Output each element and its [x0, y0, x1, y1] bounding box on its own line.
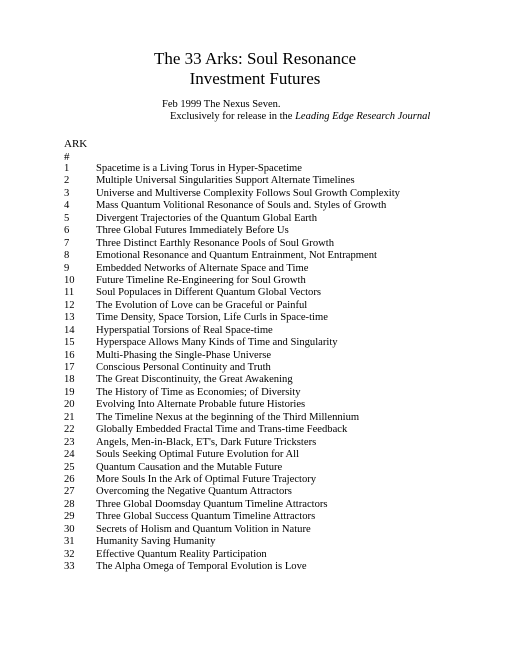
ark-title: Embedded Networks of Alternate Space and Time [96, 262, 309, 274]
ark-title: Hyperspatial Torsions of Real Space-time [96, 324, 273, 336]
list-item [64, 325, 400, 337]
ark-number: 4 [64, 200, 70, 212]
journal-name: Leading Edge Research Journal [295, 111, 431, 122]
list-item [64, 524, 400, 536]
ark-number: 16 [64, 349, 75, 361]
list-item [64, 287, 400, 299]
list-item [64, 362, 400, 374]
ark-title: Quantum Causation and the Mutable Future [96, 461, 283, 473]
document-title-line-1: The 33 Arks: Soul Resonance [153, 49, 357, 68]
ark-title: The Alpha Omega of Temporal Evolution is Love [96, 561, 307, 572]
ark-title: The History of Time as Economies; of Diversity [96, 386, 301, 398]
ark-title: Overcoming the Negative Quantum Attractors [96, 486, 292, 498]
ark-number: 9 [64, 262, 70, 274]
ark-number: 20 [64, 399, 75, 411]
ark-title: Soul Populaces in Different Quantum Global Vectors [96, 287, 321, 299]
ark-number: 1 [64, 163, 70, 174]
ark-title: Secrets of Holism and Quantum Volition in Nature [96, 523, 311, 535]
ark-title: Effective Quantum Reality Participation [96, 548, 267, 560]
ark-number: 22 [64, 424, 75, 436]
ark-title: Three Global Doomsday Quantum Timeline Attractors [96, 498, 328, 510]
ark-number: 13 [64, 312, 75, 324]
ark-title: Mass Quantum Volitional Resonance of Souls and. Styles of Growth [96, 200, 387, 212]
ark-number: 28 [64, 498, 75, 510]
ark-number: 18 [64, 374, 75, 386]
list-item [64, 350, 400, 362]
list-item [64, 175, 400, 187]
ark-number: 30 [64, 523, 75, 535]
ark-number: 23 [64, 436, 75, 448]
ark-title: Three Global Futures Immediately Before Us [96, 225, 289, 237]
ark-number: 21 [64, 411, 75, 423]
ark-title: Conscious Personal Continuity and Truth [96, 362, 271, 373]
list-item [64, 536, 400, 548]
list-item [64, 188, 400, 200]
list-item [64, 437, 400, 449]
ark-title: Hyperspace Allows Many Kinds of Time and Singularity [96, 337, 338, 349]
list-item [64, 263, 400, 275]
list-item [64, 399, 400, 411]
list-item [64, 549, 400, 561]
ark-title: Souls Seeking Optimal Future Evolution for All [96, 449, 300, 461]
ark-number: 2 [64, 175, 70, 187]
ark-number: 8 [64, 250, 70, 262]
list-item [64, 387, 400, 399]
list-item [64, 250, 400, 262]
ark-title: Three Global Success Quantum Timeline Attractors [96, 511, 316, 523]
ark-title: Humanity Saving Humanity [96, 536, 216, 548]
ark-number: 31 [64, 536, 75, 548]
ark-number: 7 [64, 237, 70, 249]
ark-title: Future Timeline Re-Engineering for Soul Growth [96, 274, 306, 286]
ark-title: Three Distinct Earthly Resonance Pools of Soul Growth [96, 237, 335, 249]
ark-number: 12 [64, 299, 75, 311]
ark-number: 10 [64, 274, 75, 286]
list-item [64, 200, 400, 212]
byline-release [170, 110, 430, 123]
list-item [64, 474, 400, 486]
ark-title: Evolving Into Alternate Probable future Histories [96, 399, 306, 411]
ark-title: The Evolution of Love can be Graceful or Painful [96, 299, 308, 311]
list-item [64, 449, 400, 461]
list-item [64, 300, 400, 312]
ark-title: Time Density, Space Torsion, Life Curls in Space-time [96, 312, 328, 324]
list-item [64, 213, 400, 225]
ark-number: 33 [64, 561, 75, 572]
ark-title: The Great Discontinuity, the Great Awakening [96, 374, 293, 386]
list-item [64, 511, 400, 523]
ark-number: 6 [64, 225, 70, 237]
ark-number: 14 [64, 324, 75, 336]
ark-number: 32 [64, 548, 75, 560]
ark-title: More Souls In the Ark of Optimal Future Trajectory [96, 473, 317, 485]
list-item [64, 163, 400, 175]
ark-number: 17 [64, 362, 75, 373]
column-header-number: # [64, 151, 70, 163]
ark-title: Globally Embedded Fractal Time and Trans-time Feedback [96, 424, 348, 436]
ark-title: Universe and Multiverse Complexity Follows Soul Growth Complexity [96, 187, 400, 199]
list-item [64, 312, 400, 324]
ark-title: Emotional Resonance and Quantum Entrainment, Not Entrapment [96, 250, 377, 262]
byline-date-author: Feb 1999 The Nexus Seven. [162, 99, 281, 110]
ark-number: 27 [64, 486, 75, 498]
ark-number: 26 [64, 473, 75, 485]
list-item [64, 462, 400, 474]
list-item [64, 238, 400, 250]
list-item [64, 225, 400, 237]
column-header-ark: ARK [64, 138, 88, 150]
byline-release-prefix: Exclusively for release in the [170, 111, 296, 122]
ark-title: Multi-Phasing the Single-Phase Universe [96, 349, 272, 361]
ark-number: 3 [64, 187, 70, 199]
ark-number: 11 [64, 287, 75, 299]
ark-number: 19 [64, 386, 75, 398]
list-item [64, 499, 400, 511]
list-item [64, 412, 400, 424]
ark-number: 24 [64, 449, 75, 461]
list-item [64, 374, 400, 386]
list-item [64, 561, 400, 573]
list-item [64, 337, 400, 349]
ark-number: 25 [64, 461, 75, 473]
ark-number: 15 [64, 337, 75, 349]
ark-list [64, 163, 400, 573]
document-title-line-2: Investment Futures [189, 69, 321, 88]
ark-title: The Timeline Nexus at the beginning of the Third Millennium [96, 411, 360, 423]
list-item [64, 275, 400, 287]
ark-title: Angels, Men-in-Black, ET's, Dark Future Tricksters [96, 436, 317, 448]
ark-title: Divergent Trajectories of the Quantum Global Earth [96, 212, 318, 224]
list-item [64, 424, 400, 436]
ark-number: 5 [64, 212, 70, 224]
ark-title: Multiple Universal Singularities Support Alternate Timelines [96, 175, 355, 187]
ark-title: Spacetime is a Living Torus in Hyper-Spacetime [96, 163, 302, 174]
list-item [64, 486, 400, 498]
ark-number: 29 [64, 511, 75, 523]
